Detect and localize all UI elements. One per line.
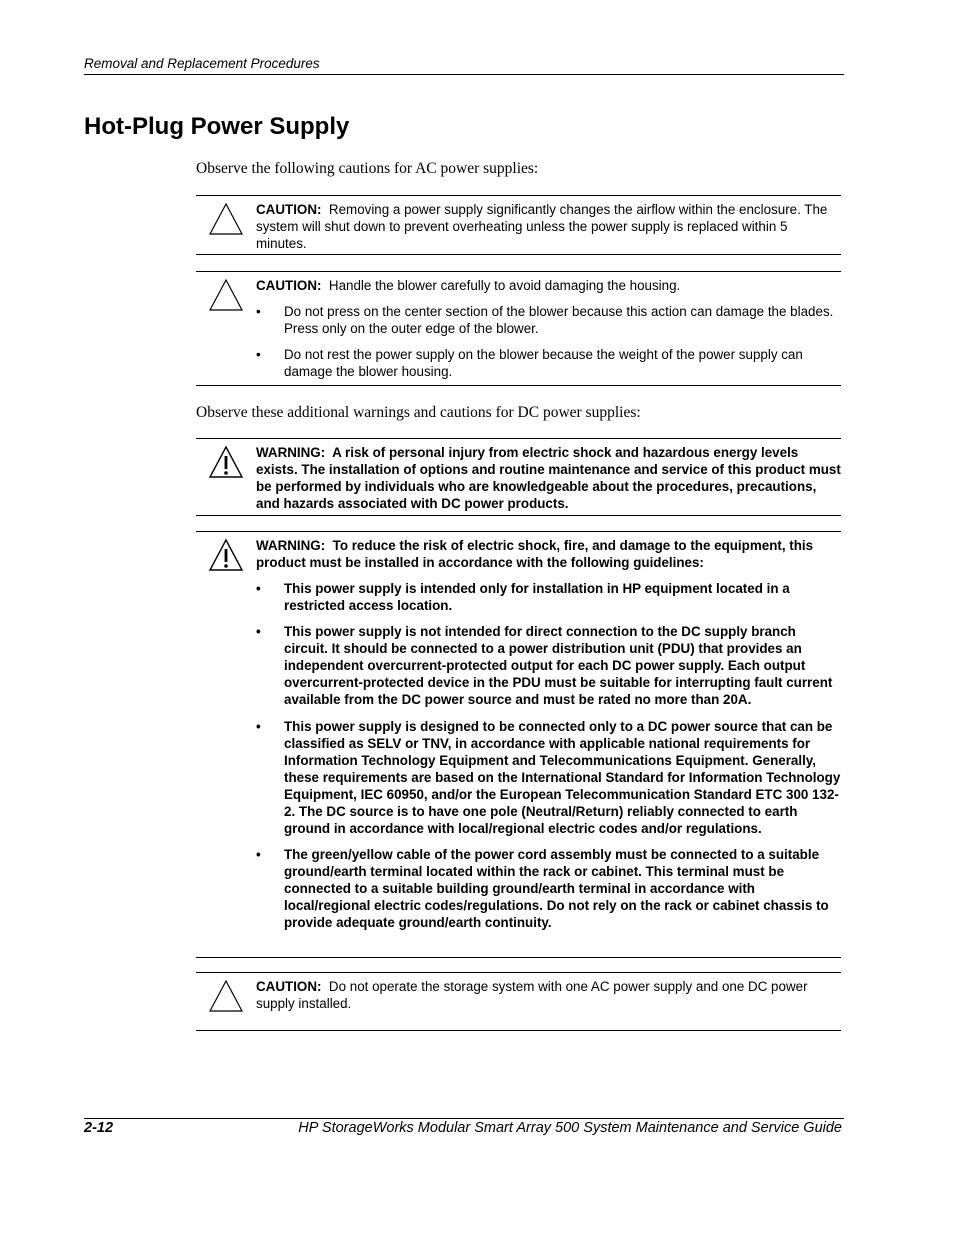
bullet-text: This power supply is intended only for installation in HP equipment located in a restricted access location. xyxy=(284,581,790,613)
warning-notice-dc-hazard xyxy=(196,438,841,516)
notice-message: Do not operate the storage system with one AC power supply and one DC power supply installed. xyxy=(256,979,808,1011)
bullet-text: The green/yellow cable of the power cord assembly must be connected to a suitable ground/earth terminal located within the rack or cabinet. This terminal must be connected to a suitable building ground/earth terminal in accordance with local/regional electric codes/regulations. Do not rely on the rack or cabinet chassis to provide adequate ground/earth continuity. xyxy=(284,847,829,931)
notice-message: A risk of personal injury from electric shock and hazardous energy levels exists. The installation of options and routine maintenance and service of this product must be performed by individuals who are knowledgeable about the procedures, precautions, and hazards associated with DC power products. xyxy=(256,445,841,511)
notice-text xyxy=(256,444,841,512)
caution-notice-blower xyxy=(196,271,841,386)
notice-message: Removing a power supply significantly changes the airflow within the enclosure. The system will shut down to prevent overheating unless the power supply is replaced within 5 minutes. xyxy=(256,202,828,251)
notice-label: CAUTION: xyxy=(256,278,322,293)
notice-message: To reduce the risk of electric shock, fire, and damage to the equipment, this product must be installed in accordance with the following guidelines: xyxy=(256,538,814,570)
notice-message: Handle the blower carefully to avoid damaging the housing. xyxy=(328,278,681,293)
page-number: 2-12 xyxy=(84,1120,114,1136)
guide-title: HP StorageWorks Modular Smart Array 500 System Maintenance and Service Guide xyxy=(298,1120,842,1136)
footer-divider xyxy=(84,1118,844,1119)
bullet-text: Do not rest the power supply on the blower because the weight of the power supply can damage the blower housing. xyxy=(284,347,803,380)
list-item: • Do not rest the power supply on the blower because the weight of the power supply can damage the blower housing. xyxy=(256,347,803,380)
bullet-text: This power supply is not intended for direct connection to the DC supply branch circuit. It should be connected to a power distribution unit (PDU) that provides an independent overcurrent-protected output for each DC power supply. Each output overcurrent-protected device in the PDU must be suitable for interrupting fault current available from the DC power source and must be rated no more than 20A. xyxy=(284,624,833,708)
caution-notice-mixed-supplies xyxy=(196,972,841,1031)
warning-exclamation-icon xyxy=(208,538,244,572)
intro-dc: Observe these additional warnings and cautions for DC power supplies: xyxy=(196,404,641,421)
caution-triangle-icon xyxy=(208,979,244,1013)
warning-exclamation-icon xyxy=(208,445,244,479)
list-item: • Do not press on the center section of the blower because this action can damage the blades. Press only on the outer edge of the blower. xyxy=(256,304,834,336)
notice-label: CAUTION: xyxy=(256,202,322,217)
notice-text xyxy=(256,978,841,1012)
notice-label: CAUTION: xyxy=(256,979,322,994)
notice-text xyxy=(256,537,841,571)
notice-label: WARNING: xyxy=(256,445,326,460)
header-divider xyxy=(84,74,844,75)
caution-notice-airflow xyxy=(196,195,841,255)
notice-bullet-list xyxy=(256,580,841,931)
bullet-text: This power supply is designed to be connected only to a DC power source that can be classified as SELV or TNV, in accordance with applicable national requirements for Information Technology Equipment and Telecommunications Equipment. Generally, these requirements are based on the International Standard for Information Technology Equipment, IEC 60950, and/or the European Telecommunication Standard ETC 300 132-2. The DC source is to have one pole (Neutral/Return) reliably connected to earth ground in accordance with local/regional electric codes and/or regulations. xyxy=(284,718,841,836)
intro-ac: Observe the following cautions for AC power supplies: xyxy=(196,160,539,177)
list-item: • This power supply is not intended for direct connection to the DC supply branch circuit. It should be connected to a power distribution unit (PDU) that provides an independent overcurrent-protected output for each DC power supply. Each output overcurrent-protected device in the PDU must be suitable for interrupting fault current available from the DC power source and must be rated no more than 20A. xyxy=(256,624,833,708)
notice-bullet-list xyxy=(256,303,841,380)
page-title: Hot-Plug Power Supply xyxy=(84,113,350,140)
caution-triangle-icon xyxy=(208,202,244,236)
warning-notice-installation xyxy=(196,531,841,958)
bullet-text: Do not press on the center section of the blower because this action can damage the blades. Press only on the outer edge of the blower. xyxy=(284,304,834,336)
notice-label: WARNING: xyxy=(256,538,326,553)
list-item: • This power supply is intended only for installation in HP equipment located in a restricted access location. xyxy=(256,581,790,613)
list-item: • This power supply is designed to be connected only to a DC power source that can be classified as SELV or TNV, in accordance with applicable national requirements for Information Technology Equipment and Telecommunications Equipment. Generally, these requirements are based on the International Standard for Information Technology Equipment, IEC 60950, and/or the European Telecommunication Standard ETC 300 132-2. The DC source is to have one pole (Neutral/Return) reliably connected to earth ground in accordance with local/regional electric codes and/or regulations. xyxy=(256,718,841,836)
running-header: Removal and Replacement Procedures xyxy=(84,56,320,71)
notice-text xyxy=(256,201,841,252)
caution-triangle-icon xyxy=(208,278,244,312)
notice-text xyxy=(256,277,841,294)
list-item: • The green/yellow cable of the power cord assembly must be connected to a suitable ground/earth terminal located within the rack or cabinet. This terminal must be connected to a suitable building ground/earth terminal in accordance with local/regional electric codes/regulations. Do not rely on the rack or cabinet chassis to provide adequate ground/earth continuity. xyxy=(256,847,829,931)
